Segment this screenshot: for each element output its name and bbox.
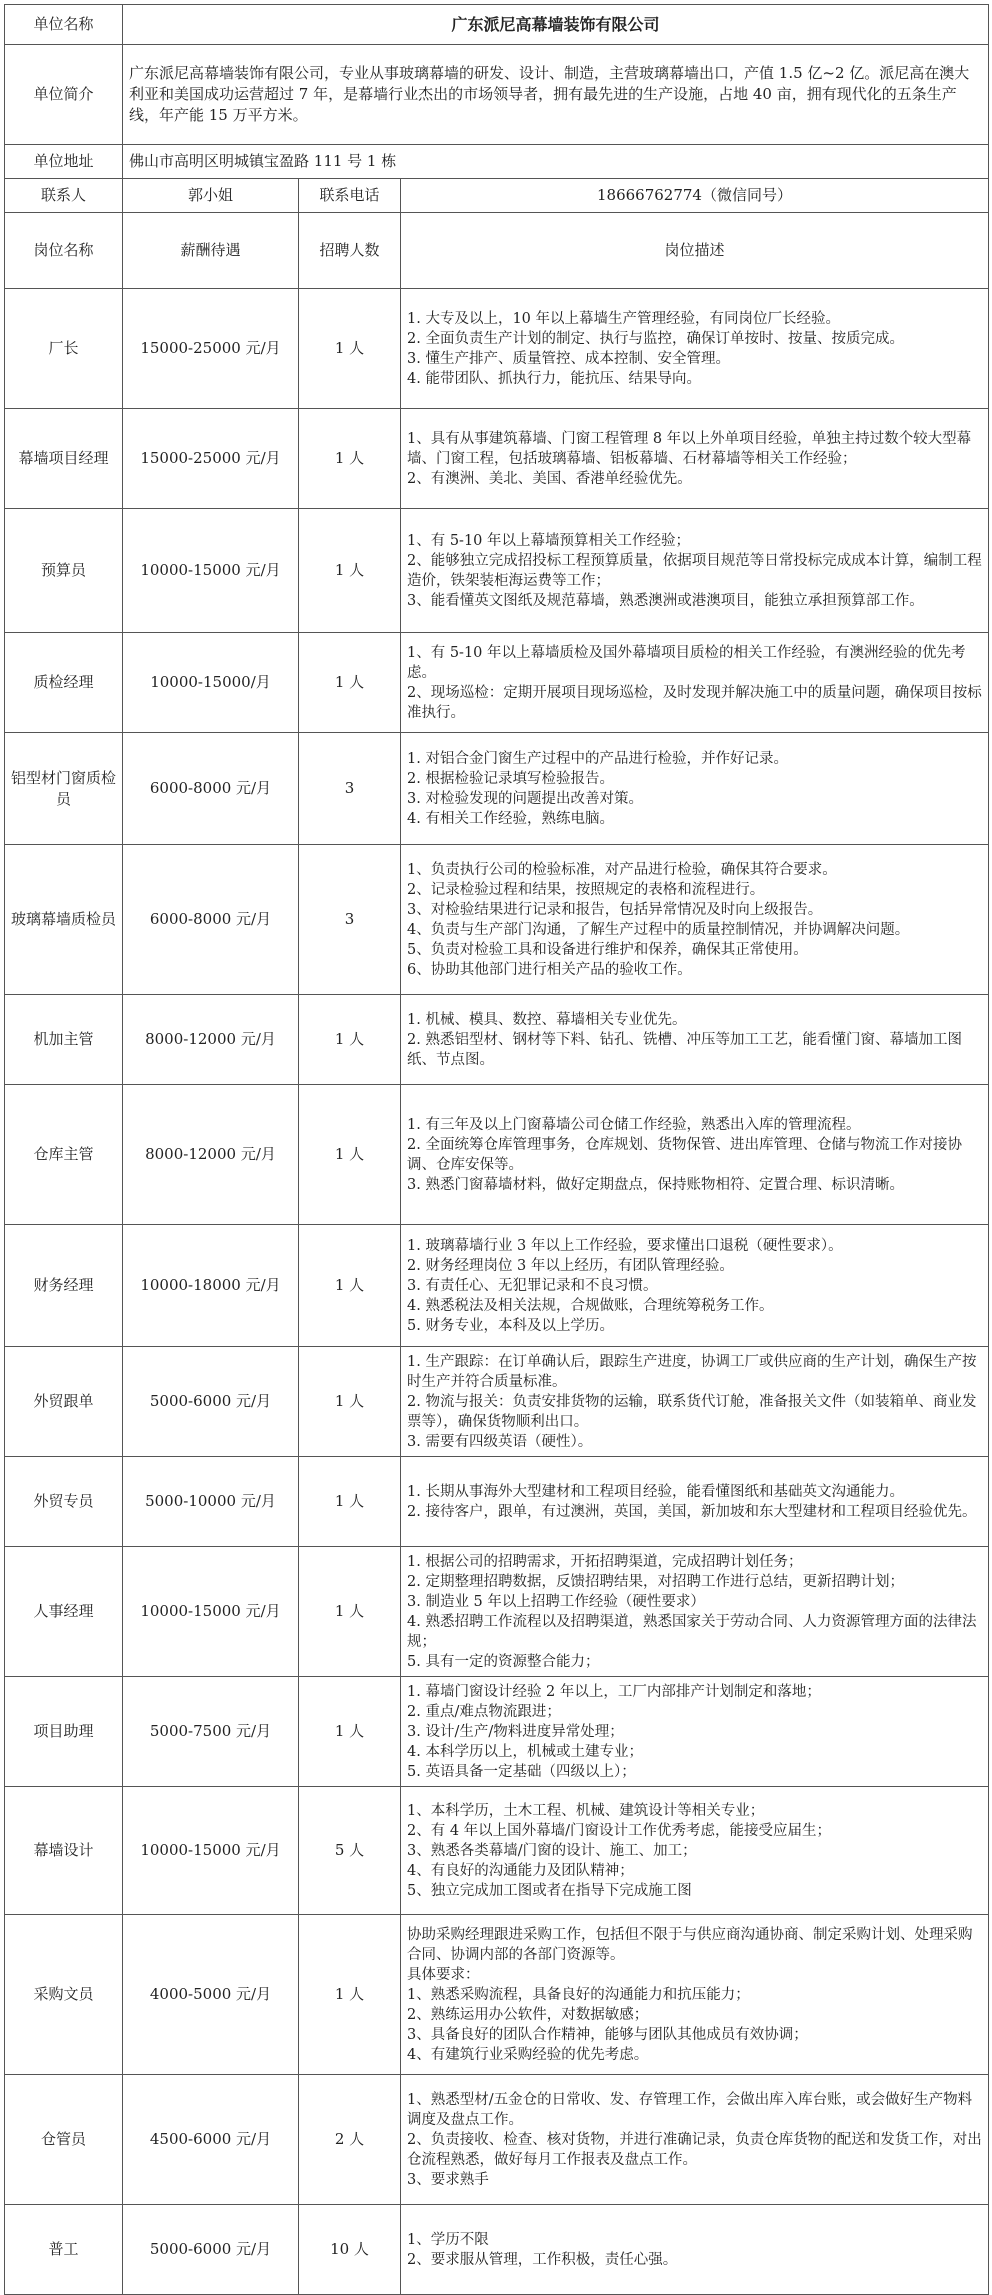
job-description-line: 1. 幕墙门窗设计经验 2 年以上，工厂内部排产计划制定和落地；	[407, 1683, 821, 1700]
job-count: 1 人	[299, 289, 401, 409]
job-salary: 10000-15000/月	[123, 633, 299, 733]
job-count: 1 人	[299, 1915, 401, 2075]
job-salary: 10000-15000 元/月	[123, 1787, 299, 1915]
job-description-line: 1. 长期从事海外大型建材和工程项目经验，能看懂图纸和基础英文沟通能力。	[407, 1483, 904, 1500]
company-name-row	[5, 5, 989, 45]
job-position: 仓库主管	[5, 1085, 123, 1225]
job-position: 采购文员	[5, 1915, 123, 2075]
job-description	[401, 1915, 989, 2075]
job-description-line: 3、要求熟手	[407, 2171, 489, 2188]
job-description-line: 1、本科学历，土木工程、机械、建筑设计等相关专业；	[407, 1802, 765, 1819]
job-description-line: 2、记录检验过程和结果，按照规定的表格和流程进行。	[407, 881, 765, 898]
job-description-line: 1、负责执行公司的检验标准，对产品进行检验，确保其符合要求。	[407, 861, 837, 878]
contact-label: 联系人	[5, 179, 123, 213]
job-count: 1 人	[299, 1225, 401, 1347]
job-description-line: 3. 懂生产排产、质量管控、成本控制、安全管理。	[407, 350, 730, 367]
job-position: 财务经理	[5, 1225, 123, 1347]
job-description-line: 2、能够独立完成招投标工程预算质量，依据项目规范等日常投标完成成本计算，编制工程造价，铁架装柜海运费等工作；	[407, 552, 982, 589]
job-description-line: 2. 根据检验记录填写检验报告。	[407, 770, 614, 787]
recruitment-table	[4, 4, 989, 2295]
job-description	[401, 2075, 989, 2205]
job-row	[5, 289, 989, 409]
job-description-line: 3、对检验结果进行记录和报告，包括异常情况及时向上级报告。	[407, 901, 823, 918]
job-salary: 4500-6000 元/月	[123, 2075, 299, 2205]
job-description-line: 3、具备良好的团队合作精神，能够与团队其他成员有效协调；	[407, 2026, 808, 2043]
job-description	[401, 1787, 989, 1915]
job-row	[5, 1677, 989, 1787]
job-description	[401, 509, 989, 633]
job-position: 厂长	[5, 289, 123, 409]
phone-number: 18666762774（微信同号）	[401, 179, 989, 213]
job-description-line: 2. 重点/难点物流跟进；	[407, 1703, 561, 1720]
job-count: 1 人	[299, 409, 401, 509]
job-salary: 5000-6000 元/月	[123, 2205, 299, 2295]
company-intro: 广东派尼高幕墙装饰有限公司，专业从事玻璃幕墙的研发、设计、制造，主营玻璃幕墙出口，产值 1.5 亿~2 亿。派尼高在澳大利亚和美国成功运营超过 7 年，是幕墙行业杰出的市场领导者，拥有最先进的生产设施，占地 40 亩，拥有现代化的五条生产线，年产能 15 万平方米。	[123, 45, 989, 145]
job-description-line: 2、要求服从管理，工作积极，责任心强。	[407, 2251, 678, 2268]
job-description-line: 4. 能带团队、抓执行力，能抗压、结果导向。	[407, 370, 701, 387]
job-count: 3	[299, 733, 401, 845]
job-description-line: 2、熟练运用办公软件，对数据敏感；	[407, 2006, 649, 2023]
job-description-line: 1、熟悉采购流程，具备良好的沟通能力和抗压能力；	[407, 1986, 750, 2003]
job-count: 5 人	[299, 1787, 401, 1915]
job-row	[5, 2075, 989, 2205]
job-description-line: 3、能看懂英文图纸及规范幕墙，熟悉澳洲或港澳项目，能独立承担预算部工作。	[407, 592, 924, 609]
company-name: 广东派尼高幕墙装饰有限公司	[123, 5, 989, 45]
job-position: 玻璃幕墙质检员	[5, 845, 123, 995]
job-description-line: 4. 熟悉招聘工作流程以及招聘渠道，熟悉国家关于劳动合同、人力资源管理方面的法律法规；	[407, 1613, 977, 1650]
job-description-line: 5. 具有一定的资源整合能力；	[407, 1653, 600, 1670]
job-description-line: 1、有 5-10 年以上幕墙预算相关工作经验；	[407, 532, 691, 549]
job-description-line: 5. 财务专业，本科及以上学历。	[407, 1317, 614, 1334]
job-row	[5, 1225, 989, 1347]
company-intro-row	[5, 45, 989, 145]
job-count: 1 人	[299, 1547, 401, 1677]
job-row	[5, 1347, 989, 1457]
job-salary: 8000-12000 元/月	[123, 995, 299, 1085]
job-description-line: 2. 定期整理招聘数据，反馈招聘结果，对招聘工作进行总结，更新招聘计划；	[407, 1573, 904, 1590]
company-address: 佛山市高明区明城镇宝盈路 111 号 1 栋	[123, 145, 989, 179]
job-position: 质检经理	[5, 633, 123, 733]
job-row	[5, 1457, 989, 1547]
job-description	[401, 1457, 989, 1547]
job-row	[5, 509, 989, 633]
phone-label: 联系电话	[299, 179, 401, 213]
job-description-line: 1、学历不限	[407, 2231, 489, 2248]
job-row	[5, 1085, 989, 1225]
job-position: 机加主管	[5, 995, 123, 1085]
job-salary: 10000-15000 元/月	[123, 509, 299, 633]
job-salary: 5000-7500 元/月	[123, 1677, 299, 1787]
contact-row	[5, 179, 989, 213]
job-position: 幕墙设计	[5, 1787, 123, 1915]
job-row	[5, 409, 989, 509]
contact-person: 郭小姐	[123, 179, 299, 213]
job-count: 1 人	[299, 1677, 401, 1787]
job-description-line: 1. 大专及以上，10 年以上幕墙生产管理经验，有同岗位厂长经验。	[407, 310, 841, 327]
job-salary: 8000-12000 元/月	[123, 1085, 299, 1225]
job-description-line: 4. 熟悉税法及相关法规，合规做账，合理统筹税务工作。	[407, 1297, 774, 1314]
job-description-line: 1. 有三年及以上门窗幕墙公司仓储工作经验，熟悉出入库的管理流程。	[407, 1116, 861, 1133]
job-description-line: 4、负责与生产部门沟通，了解生产过程中的质量控制情况，并协调解决问题。	[407, 921, 910, 938]
job-salary: 4000-5000 元/月	[123, 1915, 299, 2075]
job-description-line: 2. 接待客户，跟单，有过澳洲，英国，美国，新加坡和东大型建材和工程项目经验优先。	[407, 1503, 977, 1520]
job-description	[401, 633, 989, 733]
job-description-line: 2、负责接收、检查、核对货物，并进行准确记录，负责仓库货物的配送和发货工作，对出仓流程熟悉，做好每月工作报表及盘点工作。	[407, 2131, 982, 2168]
job-count: 1 人	[299, 995, 401, 1085]
job-description-line: 3. 对检验发现的问题提出改善对策。	[407, 790, 643, 807]
job-position: 普工	[5, 2205, 123, 2295]
job-position: 人事经理	[5, 1547, 123, 1677]
job-description-line: 3. 熟悉门窗幕墙材料，做好定期盘点，保持账物相符、定置合理、标识清晰。	[407, 1176, 904, 1193]
job-position: 外贸专员	[5, 1457, 123, 1547]
job-description-line: 2. 财务经理岗位 3 年以上经历，有团队管理经验。	[407, 1257, 734, 1274]
job-description-line: 5、独立完成加工图或者在指导下完成施工图	[407, 1882, 692, 1899]
company-intro-label: 单位简介	[5, 45, 123, 145]
job-description-line: 2、有澳洲、美北、美国、香港单经验优先。	[407, 470, 692, 487]
job-description-line: 3. 设计/生产/物料进度异常处理；	[407, 1723, 624, 1740]
job-description	[401, 845, 989, 995]
job-row	[5, 733, 989, 845]
job-salary: 10000-18000 元/月	[123, 1225, 299, 1347]
job-description-line: 1. 机械、模具、数控、幕墙相关专业优先。	[407, 1011, 687, 1028]
job-description-line: 1. 对铝合金门窗生产过程中的产品进行检验，并作好记录。	[407, 750, 788, 767]
job-description	[401, 409, 989, 509]
job-description-line: 2. 全面负责生产计划的制定、执行与监控，确保订单按时、按量、按质完成。	[407, 330, 904, 347]
header-row	[5, 213, 989, 289]
header-count: 招聘人数	[299, 213, 401, 289]
job-description-line: 协助采购经理跟进采购工作，包括但不限于与供应商沟通协商、制定采购计划、处理采购合同、协调内部的各部门资源等。	[407, 1926, 973, 1963]
job-count: 10 人	[299, 2205, 401, 2295]
job-description	[401, 2205, 989, 2295]
job-position: 幕墙项目经理	[5, 409, 123, 509]
header-position: 岗位名称	[5, 213, 123, 289]
job-description-line: 1、具有从事建筑幕墙、门窗工程管理 8 年以上外单项目经验，单独主持过数个较大型幕墙、门窗工程，包括玻璃幕墙、铝板幕墙、石材幕墙等相关工作经验；	[407, 430, 972, 467]
job-position: 项目助理	[5, 1677, 123, 1787]
job-description	[401, 1085, 989, 1225]
job-position: 仓管员	[5, 2075, 123, 2205]
job-description-line: 2、现场巡检：定期开展项目现场巡检，及时发现并解决施工中的质量问题，确保项目按标准执行。	[407, 684, 982, 721]
job-description	[401, 995, 989, 1085]
job-count: 2 人	[299, 2075, 401, 2205]
job-description-line: 4. 本科学历以上，机械或土建专业；	[407, 1743, 643, 1760]
job-description-line: 1. 玻璃幕墙行业 3 年以上工作经验，要求懂出口退税（硬性要求）。	[407, 1237, 843, 1254]
header-salary: 薪酬待遇	[123, 213, 299, 289]
job-description-line: 3. 有责任心、无犯罪记录和不良习惯。	[407, 1277, 658, 1294]
job-description	[401, 1347, 989, 1457]
job-count: 1 人	[299, 1457, 401, 1547]
job-description-line: 3、熟悉各类幕墙/门窗的设计、施工、加工；	[407, 1842, 697, 1859]
header-description: 岗位描述	[401, 213, 989, 289]
job-description-line: 5、负责对检验工具和设备进行维护和保养，确保其正常使用。	[407, 941, 808, 958]
job-salary: 6000-8000 元/月	[123, 733, 299, 845]
job-description-line: 2、有 4 年以上国外幕墙/门窗设计工作优秀考虑，能接受应届生；	[407, 1822, 832, 1839]
job-salary: 5000-6000 元/月	[123, 1347, 299, 1457]
job-salary: 6000-8000 元/月	[123, 845, 299, 995]
job-description	[401, 733, 989, 845]
job-description-line: 1、有 5-10 年以上幕墙质检及国外幕墙项目质检的相关工作经验，有澳洲经验的优先考虑。	[407, 644, 966, 681]
job-count: 1 人	[299, 509, 401, 633]
job-description-line: 1. 根据公司的招聘需求，开拓招聘渠道，完成招聘计划任务；	[407, 1553, 803, 1570]
job-description-line: 4、有建筑行业采购经验的优先考虑。	[407, 2046, 649, 2063]
job-row	[5, 1915, 989, 2075]
job-description	[401, 1677, 989, 1787]
job-count: 1 人	[299, 1085, 401, 1225]
job-description-line: 2. 物流与报关：负责安排货物的运输，联系货代订舱，准备报关文件（如装箱单、商业发票等），确保货物顺利出口。	[407, 1393, 977, 1430]
job-salary: 10000-15000 元/月	[123, 1547, 299, 1677]
company-address-label: 单位地址	[5, 145, 123, 179]
job-row	[5, 633, 989, 733]
job-description-line: 1、熟悉型材/五金仓的日常收、发、存管理工作，会做出库入库台账，或会做好生产物料调度及盘点工作。	[407, 2091, 973, 2128]
job-count: 1 人	[299, 633, 401, 733]
company-name-label: 单位名称	[5, 5, 123, 45]
job-position: 外贸跟单	[5, 1347, 123, 1457]
job-row	[5, 845, 989, 995]
job-row	[5, 1547, 989, 1677]
job-description-line: 5. 英语具备一定基础（四级以上）；	[407, 1763, 636, 1780]
job-description-line: 2. 全面统筹仓库管理事务，仓库规划、货物保管、进出库管理、仓储与物流工作对接协调、仓库安保等。	[407, 1136, 962, 1173]
job-count: 3	[299, 845, 401, 995]
job-position: 铝型材门窗质检员	[5, 733, 123, 845]
job-description-line: 3. 制造业 5 年以上招聘工作经验（硬性要求）	[407, 1593, 705, 1610]
job-salary: 5000-10000 元/月	[123, 1457, 299, 1547]
job-row	[5, 1787, 989, 1915]
job-description	[401, 1225, 989, 1347]
job-salary: 15000-25000 元/月	[123, 409, 299, 509]
job-description-line: 3. 需要有四级英语（硬性）。	[407, 1433, 593, 1450]
job-row	[5, 995, 989, 1085]
job-row	[5, 2205, 989, 2295]
job-description	[401, 289, 989, 409]
job-count: 1 人	[299, 1347, 401, 1457]
job-description-line: 6、协助其他部门进行相关产品的验收工作。	[407, 961, 692, 978]
job-salary: 15000-25000 元/月	[123, 289, 299, 409]
job-description-line: 2. 熟悉铝型材、钢材等下料、钻孔、铣槽、冲压等加工工艺，能看懂门窗、幕墙加工图纸、节点图。	[407, 1031, 962, 1068]
job-description-line: 具体要求：	[407, 1966, 480, 1983]
company-address-row	[5, 145, 989, 179]
job-position: 预算员	[5, 509, 123, 633]
job-description-line: 4、有良好的沟通能力及团队精神；	[407, 1862, 634, 1879]
job-description	[401, 1547, 989, 1677]
job-description-line: 1. 生产跟踪：在订单确认后，跟踪生产进度，协调工厂或供应商的生产计划，确保生产按时生产并符合质量标准。	[407, 1353, 977, 1390]
job-description-line: 4. 有相关工作经验，熟练电脑。	[407, 810, 614, 827]
